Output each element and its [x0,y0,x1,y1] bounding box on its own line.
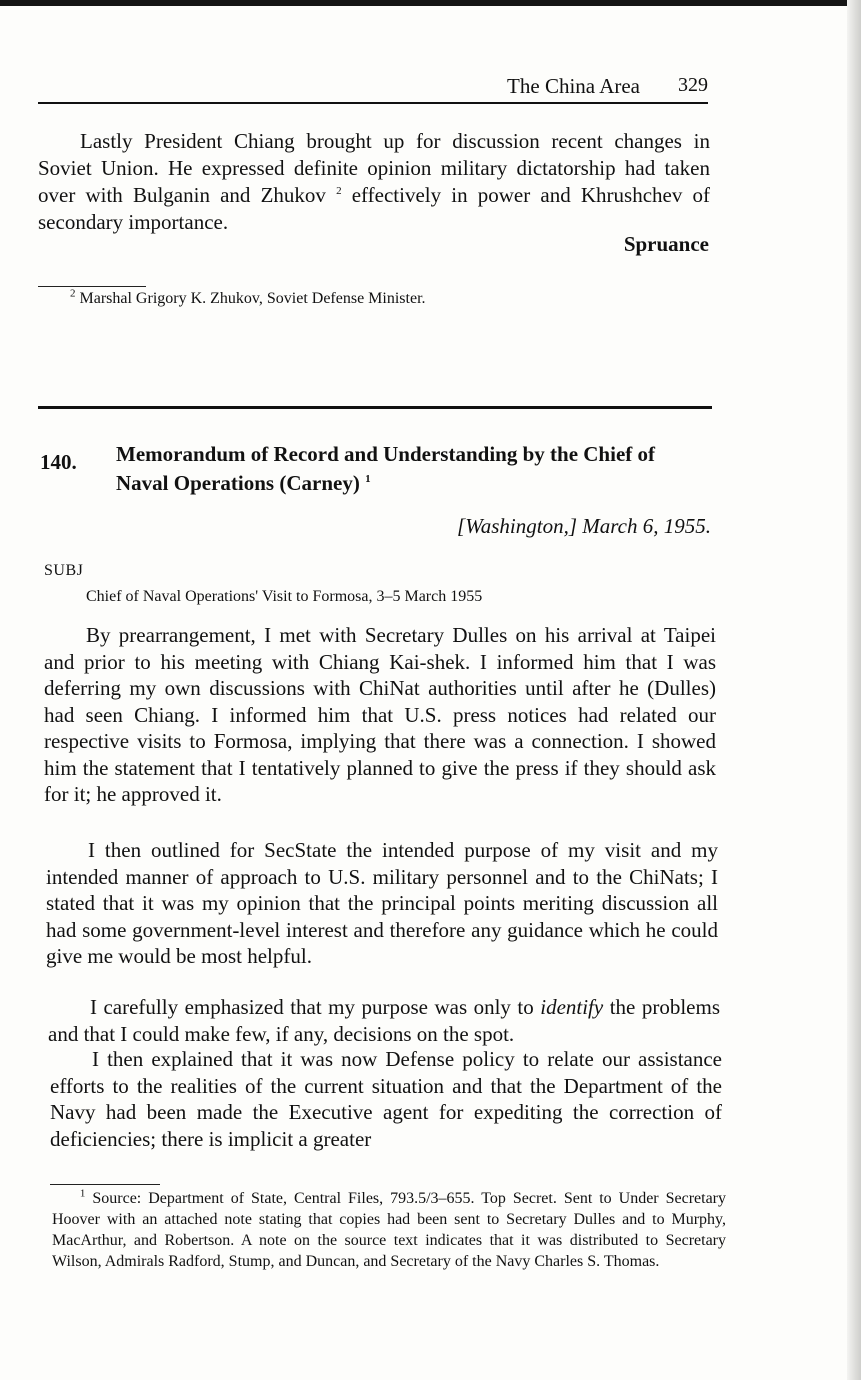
document-title-text: Memorandum of Record and Understanding by the Chief of Naval Operations (Carney) [116,442,656,495]
footnote-marker-1: 1 [79,1187,86,1200]
footnote-2-text: Marshal Grigory K. Zhukov, Soviet Defense Minister. [75,290,426,307]
footnote-ref-1: 1 [365,473,371,485]
footnote-ref-2: 2 [336,185,342,197]
document-title [116,440,706,498]
dateline-date: March 6, 1955. [582,514,711,538]
running-head-rule [38,102,708,104]
dateline-place: [Washington,] [457,514,578,538]
emphasis-identify: identify [540,995,604,1019]
closing-paragraph [38,128,710,236]
footnote-2 [70,288,710,309]
document-number: 140. [40,450,77,474]
footnote-rule-1 [50,1184,160,1185]
body-paragraph-3 [48,994,720,1047]
footnote-1-text: Source: Department of State, Central Files, 793.5/3–655. Top Secret. Sent to Under Secretary Hoover with an attached note stating that copies had been sent to Secretary Dulles and to Murphy, MacArthur, and Robertson. A note on the source text indicates that it was distributed to Secretary Wilson, Admirals Radford, Stump, and Duncan, and Secretary of the Navy Charles S. Thomas. [52,1190,727,1270]
body-paragraph-3-start: I carefully emphasized that my purpose was only to [90,995,541,1019]
subject-text: Chief of Naval Operations' Visit to Formosa, 3–5 March 1955 [86,588,483,605]
closing-paragraph-text: Lastly President Chiang brought up for discussion recent changes in Soviet Union. He expressed definite opinion military dictatorship had taken over with Bulganin and Zhukov [38,129,710,207]
page-number: 329 [678,74,708,96]
running-head [38,74,708,100]
body-paragraph-2: I then outlined for SecState the intended purpose of my visit and my intended manner of approach to U.S. military personnel and to the ChiNats; I stated that it was my opinion that the principal points meriting discussion all had some government-level interest and therefore any guidance which he could give me would be most helpful. [46,838,718,968]
dateline [457,514,711,539]
footnote-marker-2: 2 [70,287,76,300]
body-paragraph-3-end: the problems and that I could make few, if any, decisions on the spot. [48,995,720,1046]
subject-label: SUBJ [44,562,84,579]
closing-paragraph-end: effectively in power and Khrushchev of secondary importance. [38,183,711,234]
body-paragraph-1: By prearrangement, I met with Secretary Dulles on his arrival at Taipei and prior to his meeting with Chiang Kai-shek. I informed him that I was deferring my own discussions with ChiNat authorities until after he (Dulles) had seen Chiang. I informed him that U.S. press notices had related our respective visits to Formosa, implying that there was a connection. I showed him the statement that I tentatively planned to give the press if they should ask for it; he approved it. [44,623,716,806]
section-rule [38,406,712,409]
footnote-1 [52,1188,726,1272]
signature: Spruance [623,232,709,256]
running-head-title: The China Area [507,74,640,98]
body-paragraph-4: I then explained that it was now Defense policy to relate our assistance efforts to the realities of the current situation and that the Department of the Navy had been made the Executive agent for expediting the correction of deficiencies; there is implicit a greater [50,1047,722,1151]
footnote-rule-2 [38,286,146,287]
